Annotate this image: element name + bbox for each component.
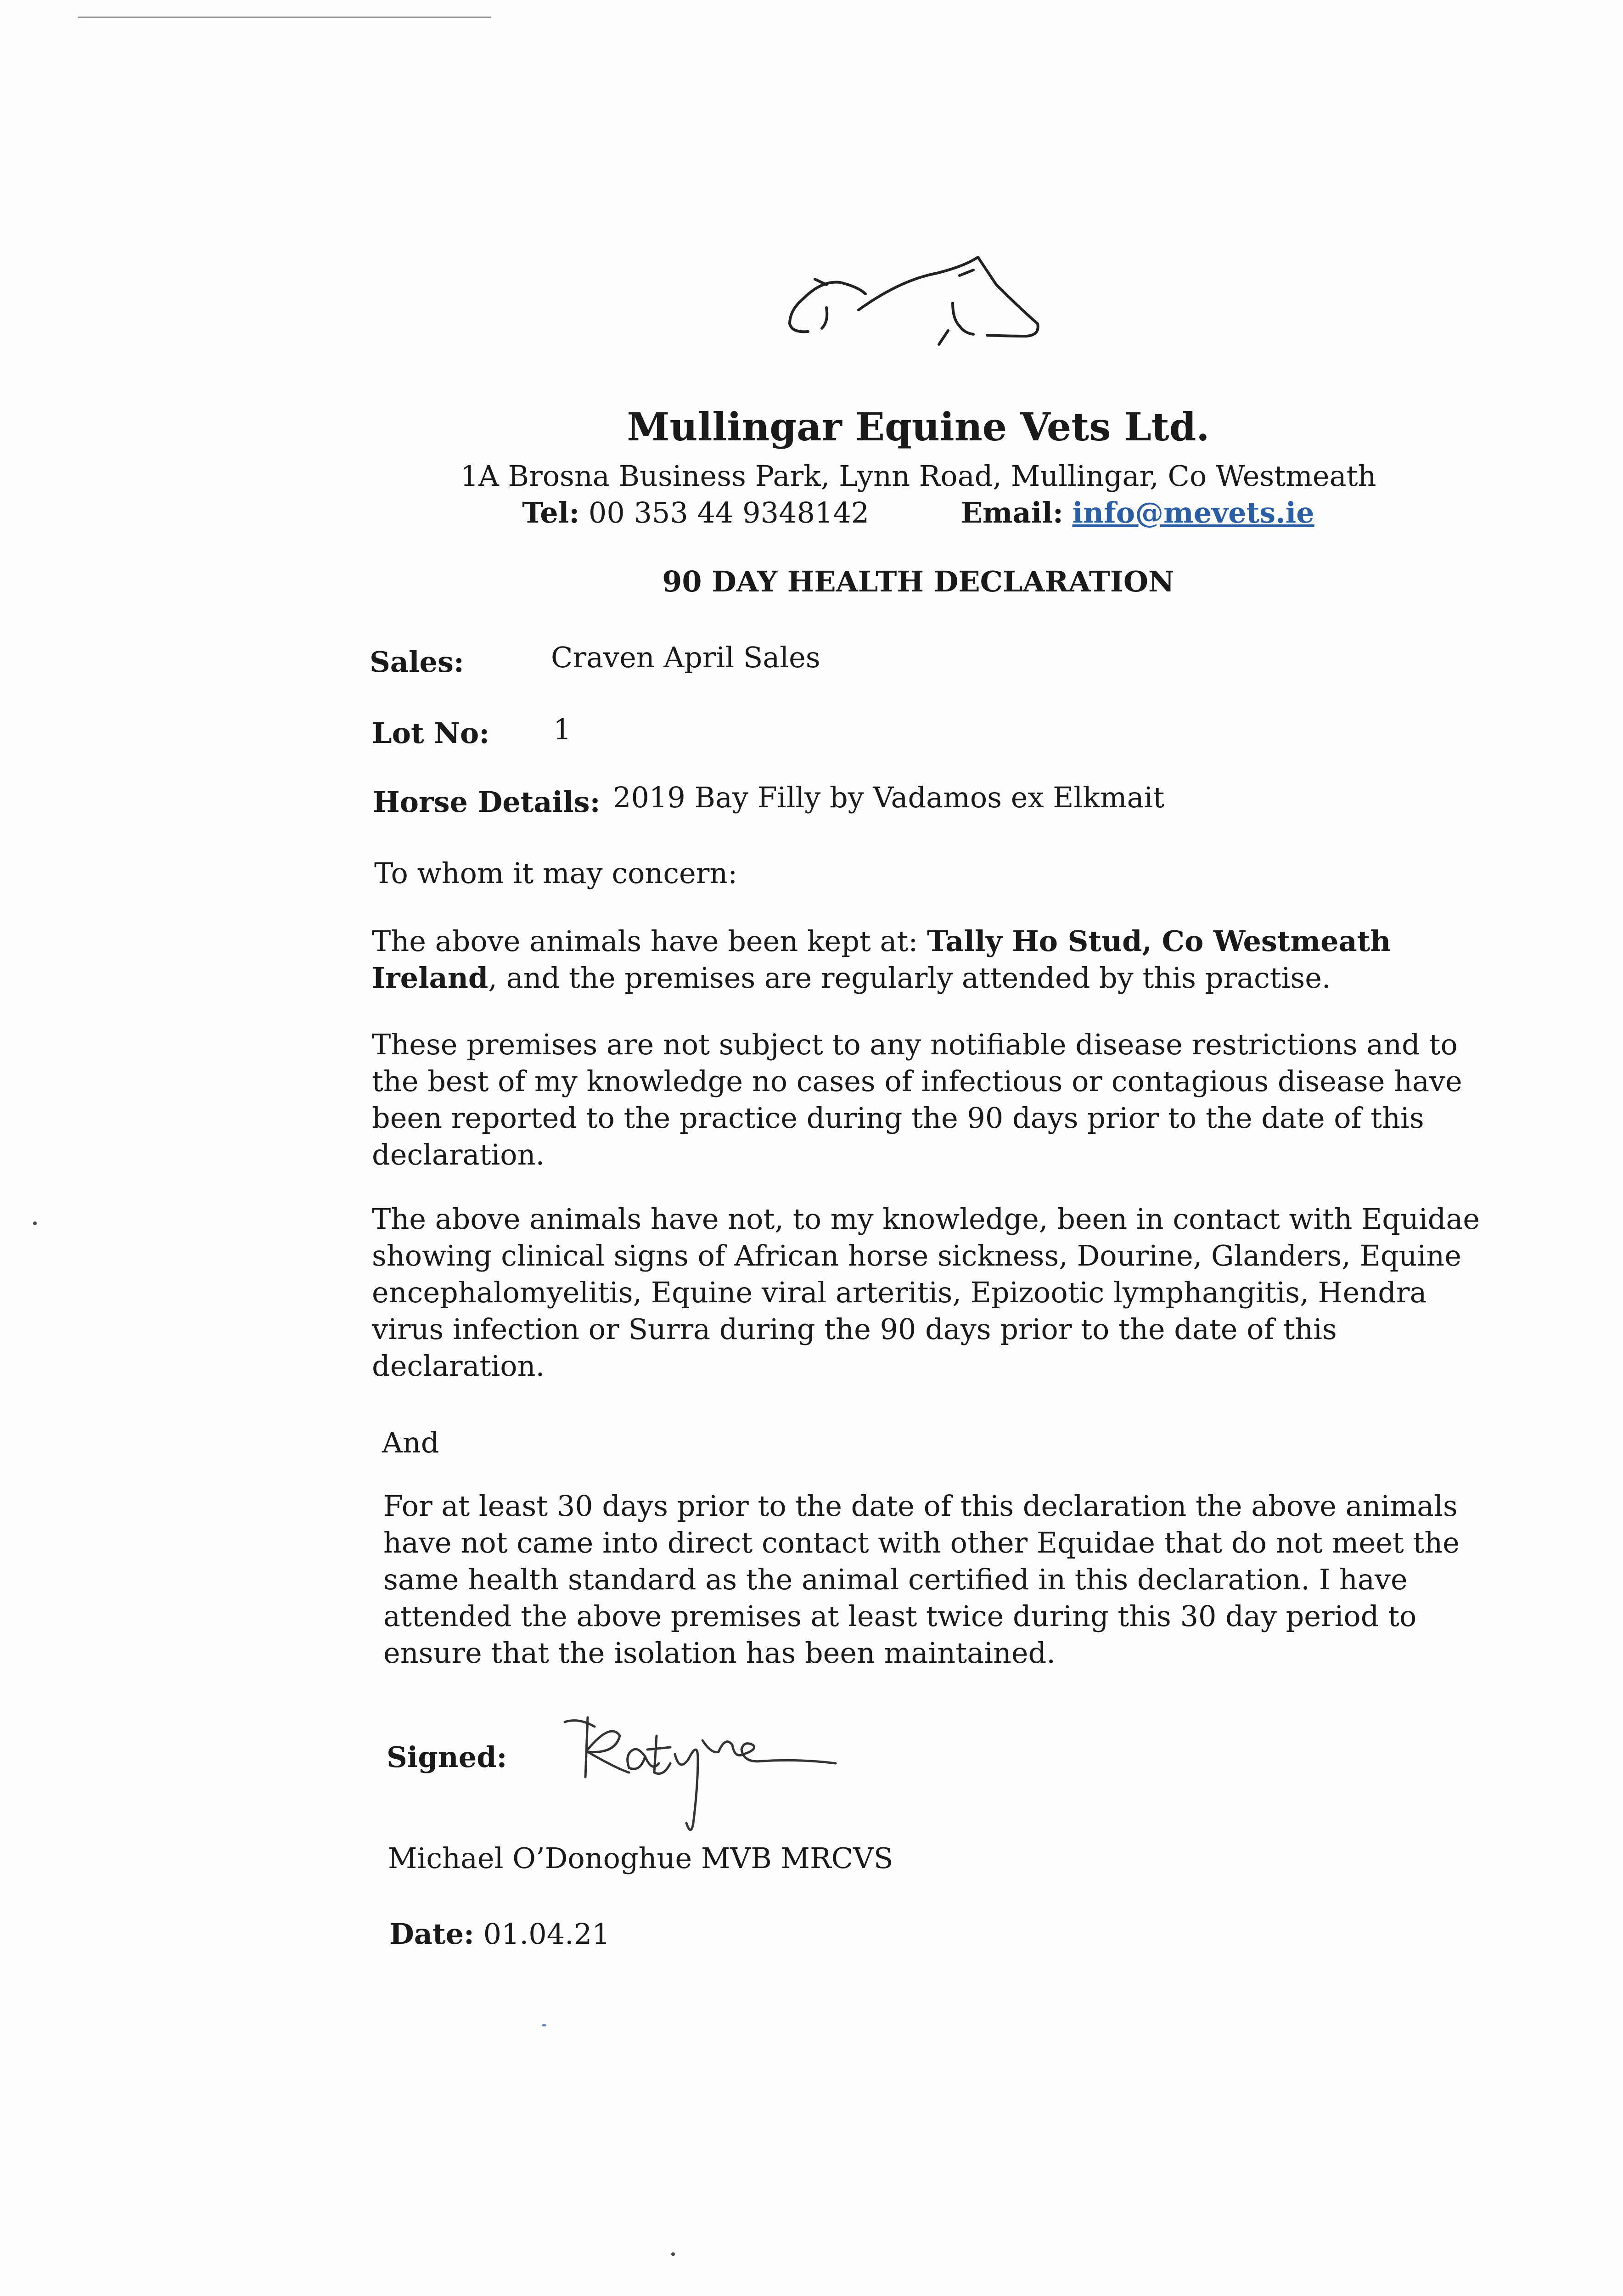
stud-name: Tally Ho Stud, Co Westmeath Ireland	[372, 924, 1391, 995]
handwritten-signature	[560, 1708, 854, 1846]
paragraph-premises: The above animals have been kept at: Tally Ho Stud, Co Westmeath Ireland, and the premises are regularly attended by this practise.	[372, 924, 1391, 995]
horse-heads-logo-icon	[771, 230, 1047, 354]
email-link[interactable]: info@mevets.ie	[1072, 496, 1314, 529]
paragraph-isolation: For at least 30 days prior to the date of this declaration the above animals have not came into direct contact with other Equidae that do not meet the same health standard as the animal certified in this declaration. I have attended the above premises at least twice during this 30 day period to ensure that the isolation has been maintained.	[383, 1489, 1460, 1670]
signed-label: Signed:	[387, 1740, 507, 1774]
scan-speck	[542, 2024, 546, 2026]
and-line: And	[382, 1426, 439, 1459]
greeting: To whom it may concern:	[374, 856, 738, 890]
horse-details-value: 2019 Bay Filly by Vadamos ex Elkmait	[613, 781, 1165, 814]
sales-value: Craven April Sales	[551, 641, 820, 674]
tel-label: Tel:	[522, 496, 580, 529]
company-address: 1A Brosna Business Park, Lynn Road, Mullingar, Co Westmeath	[460, 459, 1376, 493]
contact-line	[367, 496, 1469, 529]
date-value: 01.04.21	[483, 1917, 610, 1951]
paragraph-restrictions: These premises are not subject to any notifiable disease restrictions and to the best of my knowledge no cases of infectious or contagious disease have been reported to the practice during the 90 days prior to the date of this declaration.	[372, 1028, 1462, 1171]
date-line: Date: 01.04.21	[389, 1917, 610, 1951]
scan-speck	[33, 1221, 37, 1225]
scan-edge-line	[78, 17, 491, 18]
document-title: 90 DAY HEALTH DECLARATION	[662, 565, 1174, 598]
email-label: Email:	[960, 496, 1063, 529]
signer-name: Michael O’Donoghue MVB MRCVS	[388, 1841, 893, 1875]
paragraph-contact: The above animals have not, to my knowledge, been in contact with Equidae showing clinical signs of African horse sickness, Dourine, Glanders, Equine encephalomyelitis, Equine viral arteritis, Epizootic lymphangitis, Hendra virus infection or Surra during the 90 days prior to the date of this declaration.	[372, 1202, 1480, 1383]
lot-value: 1	[553, 713, 572, 746]
lot-label: Lot No:	[372, 716, 490, 750]
sales-label: Sales:	[370, 645, 464, 679]
scan-speck	[671, 2252, 675, 2256]
company-name: Mullingar Equine Vets Ltd.	[627, 404, 1210, 450]
horse-details-label: Horse Details:	[373, 785, 601, 819]
tel-number: 00 353 44 9348142	[588, 496, 870, 529]
